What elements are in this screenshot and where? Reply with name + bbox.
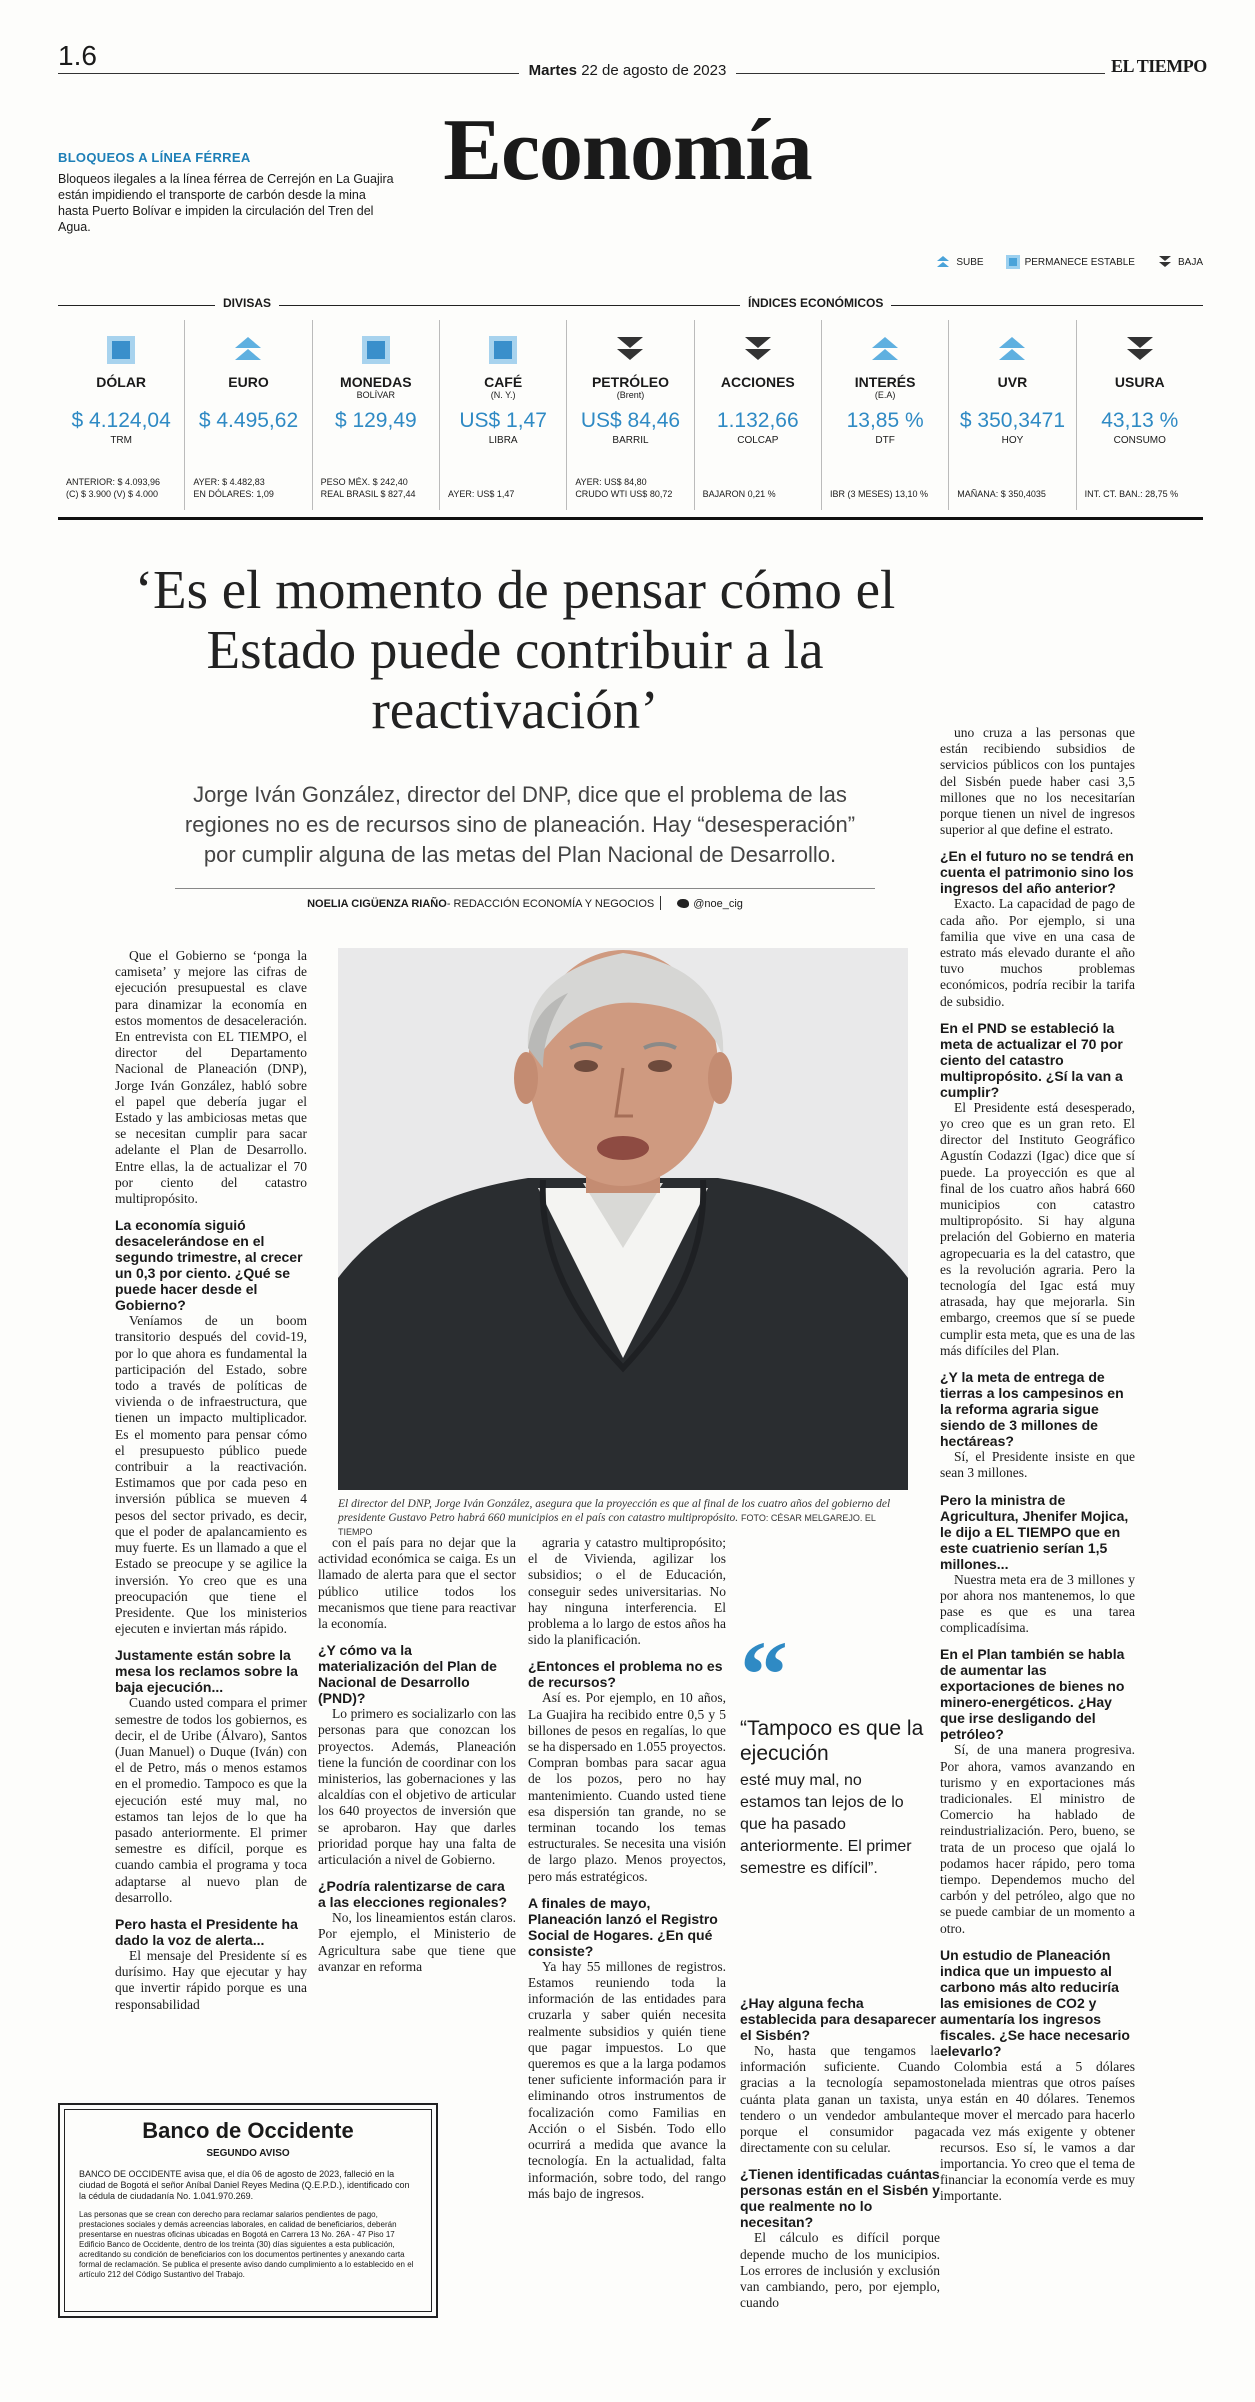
byline — [175, 896, 875, 910]
indicator-unit: CONSUMO — [1113, 435, 1166, 446]
interview-question: Justamente están sobre la mesa los reclamos sobre la baja ejecución... — [115, 1647, 298, 1696]
notice-title: Banco de Occidente — [142, 2118, 354, 2143]
legend-stable: PERMANECE ESTABLE — [1006, 255, 1135, 269]
indicator-value: $ 350,3471 — [959, 409, 1066, 432]
indicator-name: USURA — [1114, 374, 1165, 390]
indicator-value: $ 4.495,62 — [198, 409, 299, 432]
indicator-footnote-line: ANTERIOR: $ 4.093,96 — [66, 477, 161, 487]
indicator-dólar — [58, 320, 185, 510]
interview-question: En el PND se estableció la meta de actualizar el 70 por ciento del catastro multipropósito. ¿Sí la van a cumplir? — [940, 1019, 1123, 1100]
article-photo — [338, 948, 908, 1490]
indicator-sub: (N. Y.) — [490, 390, 516, 400]
indicator-café — [440, 320, 567, 510]
interview-question: La economía siguió desacelerándose en el segundo trimestre, al crecer un 0,3 por ciento. ¿Qué se puede hacer desde el Gobierno? — [115, 1217, 303, 1314]
indicator-interés — [822, 320, 949, 510]
article-paragraph: Sí, el Presidente insiste en que sean 3 millones. — [940, 1449, 1135, 1481]
notice-subtitle: SEGUNDO AVISO — [206, 2148, 290, 2159]
indicator-value: 1.132,66 — [716, 409, 799, 432]
indicator-petróleo — [567, 320, 694, 510]
indicators-row — [58, 320, 1203, 510]
caption-text: El director del DNP, Jorge Iván González, asegura que la proyección es que al final de los cuatro años del gobierno del presidente Gustavo Petro habrá 660 municipios en el país con catastro multipropósito. — [338, 1498, 891, 1524]
byline-divider — [660, 896, 661, 910]
legend-down: BAJA — [1157, 255, 1203, 269]
indicator-footnote — [321, 476, 435, 500]
article-paragraph: Lo primero es socializarlo con las personas para que conozcan los proyectos. Además, Planeación tiene la función de coordinar con los ministerios, las gobernaciones y las alcaldías con el objetivo de articular los 640 proyectos de inversión que se aprobaron. Hay que darles prioridad porque hay una falta de articulación a nivel de Gobierno. — [318, 1706, 516, 1868]
indicator-footnote — [1085, 488, 1199, 500]
article-paragraph: Así es. Por ejemplo, en 10 años, La Guajira ha recibido entre 0,5 y 5 billones de pesos en regalías, lo que se ha dispersado en 1.055 proyectos. Compran bombas para sacar agua de los pozos, pero no hay mantenimiento. Cuando usted tiene esa dispersión tan grande, no se terminan tocando los temas estructurales. Se necesita una visión de largo plazo. Menos proyectos, pero más estratégicos. — [528, 1690, 726, 1884]
indicator-usura — [1077, 320, 1203, 510]
notice-fine-print: Las personas que se crean con derecho para reclamar salarios pendientes de pago, prestaciones sociales y demás acreencias laborales, en calidad de beneficiarios, deberán presentarse en nuestras oficinas ubicadas en Bogotá en Carrera 13 No. 26A - 47 Piso 17 Edificio Banco de Occidente, dentro de los treinta (30) días siguientes a esta publicación, acreditando su condición de beneficiarios con los documentos pertinentes y anexando carta formal de reclamación. Se publica el presente aviso dando cumplimiento a lo establecido en el artículo 212 del Código Sustantivo del Trabajo. — [79, 2210, 414, 2279]
indicator-sub — [185, 390, 311, 401]
indicator-value: $ 129,49 — [334, 409, 417, 432]
indicator-footnote — [957, 488, 1071, 500]
interview-question: ¿En el futuro no se tendrá en cuenta el patrimonio sino los ingresos del año anterior? — [940, 848, 1134, 897]
legal-notice — [58, 2103, 438, 2318]
twitter-bird-icon — [677, 899, 689, 908]
indicator-footnote-line: INT. CT. BAN.: 28,75 % — [1084, 489, 1179, 499]
pull-quote — [740, 1621, 925, 1880]
quote-lead: “Tampoco es que la ejecución — [740, 1717, 924, 1765]
interview-question: ¿Tienen identificadas cuántas personas están en el Sisbén y que realmente no lo necesitan? — [740, 2166, 940, 2231]
interview-question: En el Plan también se habla de aumentar las exportaciones de bienes no minero-energéticos. ¿Hay que irse desligando del petróleo? — [940, 1646, 1125, 1743]
indicator-footnote-line: CRUDO WTI US$ 80,72 — [575, 489, 673, 499]
indicator-sub: BOLÍVAR — [356, 390, 395, 400]
indicator-value: US$ 1,47 — [459, 409, 547, 432]
quote-rest: esté muy mal, no estamos tan lejos de lo que ha pasado anteriormente. El primer semestre es difícil”. — [740, 1772, 912, 1877]
indicator-footnote-line: MAÑANA: $ 350,4035 — [957, 489, 1046, 499]
indicator-footnote-line: PESO MÉX. $ 242,40 — [320, 477, 408, 487]
article-paragraph: El cálculo es difícil porque depende mucho de los municipios. Los errores de inclusión y exclusión van cambiando, pero, por ejemplo, cuando — [740, 2230, 940, 2311]
indicator-name: UVR — [997, 374, 1028, 390]
article-paragraph: El mensaje del Presidente sí es durísimo. Hay que ejecutar y hay que invertir rápido porque es una responsabilidad — [115, 1947, 307, 2012]
article-dek: Jorge Iván González, director del DNP, dice que el problema de las regiones no es de recursos sino de planeación. Hay “desesperación” por cumplir alguna de las metas del Plan Nacional de Desarrollo. — [184, 782, 856, 867]
indicator-name: EURO — [228, 374, 269, 390]
byline-rule — [175, 888, 875, 889]
indicator-footnote — [66, 476, 180, 500]
indicator-unit: LIBRA — [488, 435, 518, 446]
indices-label: ÍNDICES ECONÓMICOS — [740, 296, 891, 310]
arrow-up-icon — [997, 335, 1027, 365]
article-column-2 — [318, 1535, 516, 1975]
indicator-footnote-line: BAJARON 0,21 % — [702, 489, 776, 499]
indicator-footnote — [193, 476, 307, 500]
indicator-sub: (E.A) — [874, 390, 896, 400]
article-paragraph: Nuestra meta era de 3 millones y por ahora nos mantenemos, lo que pase es que es una tarea complicadísima. — [940, 1571, 1135, 1636]
article-paragraph: con el país para no dejar que la actividad económica se caiga. Es un llamado de alerta para que el sector público utilice todos los mecanismos que tiene para reactivar la economía. — [318, 1535, 516, 1632]
indicator-sub — [695, 390, 821, 401]
brief-kicker: BLOQUEOS A LÍNEA FÉRREA — [58, 150, 251, 165]
masthead-logo: EL TIEMPO — [1105, 56, 1207, 77]
indicator-uvr — [949, 320, 1076, 510]
interview-question: A finales de mayo, Planeación lanzó el Registro Social de Hogares. ¿En qué consiste? — [528, 1894, 718, 1959]
article-paragraph: Veníamos de un boom transitorio después del covid-19, por lo que ahora es fundamental la participación del Estado, sobre todo a través de políticas de vivienda o de infraestructura, que tienen un impacto multiplicador. Es el momento para pensar cómo el presupuesto público puede contribuir a la reactivación. Estimamos que por cada peso en inversión pública se mueven 4 pesos del sector privado, es decir, que el poder de apalancamiento es muy fuerte. Es un llamado a que el Estado se preocupe y se agilice la inversión. Yo creo que es una preocupación que tiene el Presidente. Que los ministerios ejecuten e inviertan más rápido. — [115, 1313, 307, 1637]
interview-question: ¿Podría ralentizarse de cara a las elecciones regionales? — [318, 1878, 508, 1911]
indicator-value: $ 4.124,04 — [71, 409, 171, 432]
article-paragraph: No, los lineamientos están claros. Por ejemplo, el Ministerio de Agricultura sabe que tiene que avanzar en reforma — [318, 1910, 516, 1974]
indicator-sub — [949, 390, 1075, 401]
divisas-label: DIVISAS — [215, 296, 279, 310]
indicator-name: PETRÓLEO — [591, 374, 669, 390]
photo-credit: FOTO: CÉSAR MELGAREJO. EL TIEMPO — [338, 1513, 876, 1537]
article-paragraph: uno cruza a las personas que están recibiendo subsidios de servicios públicos con los puntajes del Sisbén puede haber casi 3,5 millones que no los necesitarían porque tienen un nivel de ingresos superior al que define el estrato. — [940, 725, 1135, 838]
article-paragraph: El Presidente está desesperado, yo creo que es un gran reto. El director del Instituto Geográfico Agustín Codazzi (Igac) dice que sí puede. La proyección es que al final de los cuatro años habrá 660 municipios con catastro multipropósito. Si hay alguna prelación del Gobierno en materia agropecuaria es la del catastro, que es la revolución agraria. Pero la tecnología del Igac está muy atrasada, hay que mejorarla. Sin embargo, creemos que sí se puede cumplir esta meta, que es una de las más difíciles del Plan. — [940, 1099, 1135, 1358]
article-paragraph: Colombia está a 5 dólares tonelada mientras que otros países ya están en 40 dólares. Tenemos que mover el mercado para hacerlo cada vez más exigente y obtener recursos. Eso sí, le vamos a dar importancia. Yo creo que el tema de financiar la economía verde es muy importante. — [940, 2058, 1135, 2204]
indicator-name: DÓLAR — [96, 374, 147, 390]
photo-caption — [338, 1497, 908, 1539]
indicator-value: 43,13 % — [1101, 409, 1179, 432]
indicator-value: US$ 84,46 — [580, 409, 681, 432]
article-column-3 — [528, 1535, 726, 2202]
indicator-legend — [935, 255, 1203, 269]
interview-question: ¿Entonces el problema no es de recursos? — [528, 1658, 723, 1691]
author-desk: - REDACCIÓN ECONOMÍA Y NEGOCIOS — [446, 898, 655, 910]
legend-up: SUBE — [935, 255, 983, 269]
indicator-name: MONEDAS — [340, 374, 412, 390]
article-paragraph: Cuando usted compara el primer semestre de todos los gobiernos, es decir, el de Uribe (Álvaro), Santos (Juan Manuel) o Duque (Iván) con el de Petro, más o menos estamos en el promedio. Tampoco es que la ejecución esté muy mal, no estamos tan lejos de lo que ha pasado anteriormente. El primer semestre es difícil, porque es cuando cambia el programa y toca adaptarse al nuevo plan de desarrollo. — [115, 1695, 307, 1905]
arrow-up-icon — [935, 255, 951, 269]
quote-mark-icon: “ — [740, 1621, 788, 1728]
date-day: Martes — [528, 62, 578, 79]
page-number: 1.6 — [58, 40, 97, 71]
indicator-footnote-line: IBR (3 MESES) 13,10 % — [829, 489, 929, 499]
arrow-down-icon — [743, 335, 773, 365]
interview-question: Pero hasta el Presidente ha dado la voz de alerta... — [115, 1915, 298, 1948]
date-rest: 22 de agosto de 2023 — [581, 62, 727, 79]
indicator-footnote — [448, 488, 562, 500]
article-column-5 — [940, 725, 1135, 2205]
indicator-footnote-line: AYER: US$ 84,80 — [575, 477, 647, 487]
indicator-footnote — [830, 488, 944, 500]
indicator-value: 13,85 % — [846, 409, 924, 432]
indicator-name: CAFÉ — [484, 374, 523, 390]
article-column-4 — [740, 1985, 940, 2311]
article-headline: ‘Es el momento de pensar cómo el Estado puede contribuir a la reactivación’ — [134, 559, 896, 740]
interview-question: ¿Y cómo va la materialización del Plan de Nacional de Desarrollo (PND)? — [318, 1642, 497, 1707]
issue-date — [0, 62, 1255, 79]
interview-question: ¿Hay alguna fecha establecida para desaparecer el Sisbén? — [740, 1995, 937, 2043]
indicator-sub: (Brent) — [616, 390, 645, 400]
indicator-unit: TRM — [110, 435, 132, 446]
arrow-down-icon — [615, 335, 645, 365]
article-paragraph: agraria y catastro multipropósito; el de Vivienda, agilizar los subsidios; o el de Educación, conseguir sedes universitarias. No hay ninguna interferencia. El problema a lo largo de estos años ha sido la planificación. — [528, 1535, 726, 1648]
arrow-up-icon — [870, 335, 900, 365]
arrow-up-icon — [233, 335, 263, 365]
indicator-unit: COLCAP — [737, 435, 779, 446]
indicator-unit: DTF — [875, 435, 895, 446]
article-paragraph: Exacto. La capacidad de pago de cada año. Por ejemplo, si una familia que vive en una casa de estrato más elevado durante el año tuvo muchos problemas económicos, podría recibir la tarifa de subsidio. — [940, 896, 1135, 1009]
indicator-sub — [1077, 390, 1203, 401]
indicator-footnote-line: (C) $ 3.900 (V) $ 4.000 — [66, 489, 159, 499]
indicators-bottom-rule — [58, 517, 1203, 520]
article-paragraph: Que el Gobierno se ‘ponga la camiseta’ y mejore las cifras de ejecución presupuestal es clave para dinamizar la economía en estos momentos de desaceleración. En entrevista con EL TIEMPO, el director del Departamento Nacional de Planeación (DNP), Jorge Iván González, habló sobre el papel que debería jugar el Estado y las ambiciosas metas que se necesitan cumplir para sacar adelante el Plan de Desarrollo. Entre ellas, la de actualizar el 70 por ciento del catastro multipropósito. — [115, 948, 307, 1207]
indicator-footnote-line: AYER: $ 4.482,83 — [193, 477, 265, 487]
article-paragraph: No, hasta que tengamos la información suficiente. Cuando gracias a la tecnología sepamos cuánta plata ganan un taxista, un tendero o un vendedor ambulante porque el consumidor paga directamente con su celular. — [740, 2043, 940, 2156]
indicator-acciones — [695, 320, 822, 510]
indicator-footnote-line: EN DÓLARES: 1,09 — [193, 489, 274, 499]
interview-question: Un estudio de Planeación indica que un impuesto al carbono más alto reduciría las emisiones de CO2 y aumentaría los ingresos fiscales. ¿Se hace necesario elevarlo? — [940, 1946, 1130, 2059]
arrow-down-icon — [1125, 335, 1155, 365]
arrow-down-icon — [1157, 255, 1173, 269]
indicator-footnote-line: REAL BRASIL $ 827,44 — [320, 489, 416, 499]
indicator-footnote — [575, 476, 689, 500]
indicator-unit: BARRIL — [612, 435, 649, 446]
section-title: Economía — [443, 102, 812, 199]
notice-body: BANCO DE OCCIDENTE avisa que, el día 06 de agosto de 2023, falleció en la ciudad de Bogotá el señor Aníbal Daniel Reyes Medina (Q.E.P.D.), identificado con la cédula de ciudadanía No. 1.041.970.269. — [79, 2169, 410, 2201]
article-column-1 — [115, 948, 307, 2013]
interview-question: Pero la ministra de Agricultura, Jhenifer Mojica, le dijo a EL TIEMPO que en este cuatrienio serían 1,5 millones... — [940, 1491, 1129, 1572]
indicator-sub — [58, 390, 184, 401]
stable-square-icon — [107, 336, 135, 364]
interview-question: ¿Y la meta de entrega de tierras a los campesinos en la reforma agraria sigue siendo de 3 millones de hectáreas? — [940, 1369, 1124, 1450]
indicator-footnote — [703, 488, 817, 500]
stable-square-icon — [1006, 255, 1020, 269]
article-paragraph: Ya hay 55 millones de registros. Estamos reuniendo toda la información de las entidades para cruzarla y saber quién necesita realmente subsidios y quién tiene que pagar impuestos. Lo que queremos es que a la larga podamos tener suficiente información para ir eliminando otros instrumentos de focalización como Familias en Acción o el Sisbén. Todo ello ocurrirá a medida que avance la tecnología. En la actualidad, falta información, sobre todo, del rango más bajo de ingresos. — [528, 1958, 726, 2201]
stable-square-icon — [362, 336, 390, 364]
indicator-name: ACCIONES — [720, 374, 795, 390]
indicator-unit: HOY — [1001, 435, 1024, 446]
author-handle[interactable]: @noe_cig — [693, 898, 743, 910]
author-name: NOELIA CIGÜENZA RIAÑO — [307, 898, 447, 910]
indicator-name: INTERÉS — [854, 374, 916, 390]
brief-text: Bloqueos ilegales a la línea férrea de Cerrejón en La Guajira están impidiendo el transporte de carbón desde la mina hasta Puerto Bolívar e impiden la circulación del Tren del Agua. — [58, 172, 394, 234]
stable-square-icon — [489, 336, 517, 364]
news-brief — [58, 150, 398, 235]
article-paragraph: Sí, de una manera progresiva. Por ahora, vamos avanzando en turismo y en exportaciones más tradicionales. El ministro de Comercio ha hablado de reindustrialización. Pero, bueno, se trata de un proceso que ojalá lo podamos hacer rápido, pero toma tiempo. Dependemos mucho del carbón y del petróleo, algo que no se puede cambiar de un momento a otro. — [940, 1742, 1135, 1936]
indicator-euro — [185, 320, 312, 510]
portrait-illustration — [338, 948, 908, 1490]
indicator-footnote-line: AYER: US$ 1,47 — [447, 489, 515, 499]
indicator-monedas — [313, 320, 440, 510]
